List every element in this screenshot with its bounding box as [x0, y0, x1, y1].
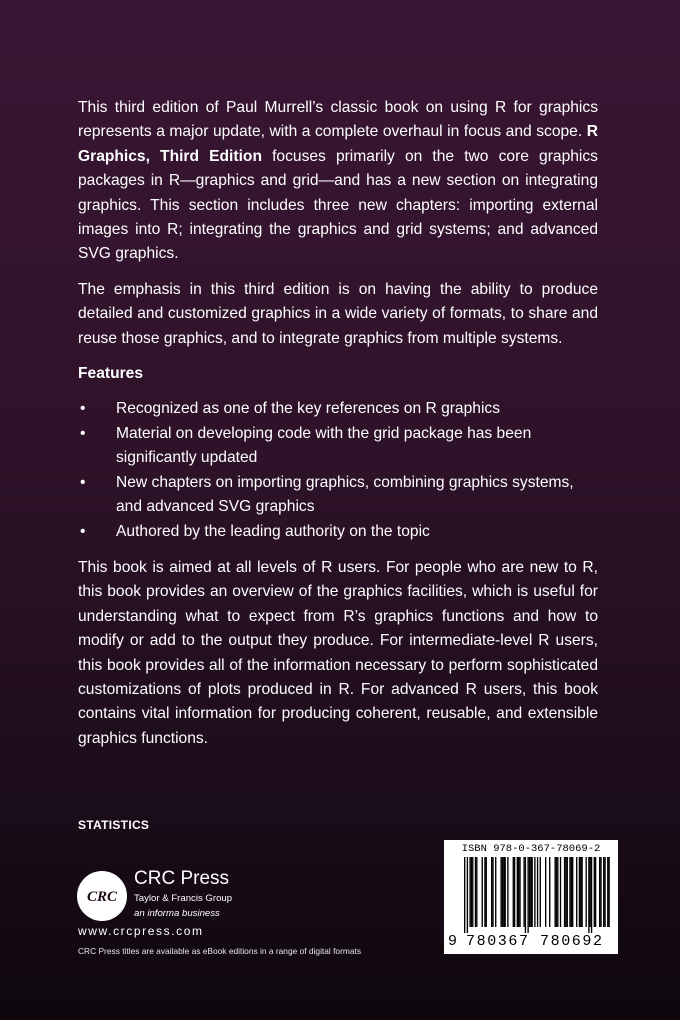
barcode-bar: [569, 857, 570, 927]
barcode-bar: [500, 857, 501, 927]
barcode-bar: [495, 857, 496, 927]
barcode-bar: [525, 857, 526, 933]
barcode-bar: [484, 857, 485, 927]
barcode-bar: [591, 857, 592, 933]
barcode-bar: [467, 857, 468, 933]
isbn-barcode: [444, 840, 618, 954]
barcode-bar: [594, 857, 595, 927]
barcode-bar: [523, 857, 524, 927]
barcode-bar: [464, 857, 465, 933]
publisher-url: www.crcpress.com: [78, 924, 204, 938]
subject-category: STATISTICS: [78, 818, 150, 832]
book-title-bold: R Graphics, Third Edition: [78, 123, 598, 165]
barcode-bar: [595, 857, 596, 927]
barcode-bar: [469, 857, 470, 927]
barcode-bar: [545, 857, 546, 927]
barcode-bar: [540, 857, 541, 927]
barcode-bar: [475, 857, 476, 927]
logo-text: CRC: [86, 889, 118, 905]
barcode-bar: [603, 857, 604, 927]
blurb-paragraph-1-rest: focuses primarily on the two core graphics packages in R—graphics and grid—and has a new section on integrating graphics. This section includes three new chapters: importing external images into R; integrating the graphics and grid systems; and advanced SVG graphics.: [78, 147, 598, 263]
barcode-bar: [590, 857, 591, 927]
barcode-bar: [572, 857, 573, 927]
barcode-bar: [507, 857, 508, 927]
barcode-bar: [588, 857, 589, 933]
barcode-bar: [560, 857, 561, 927]
barcode-bar: [604, 857, 605, 927]
barcode-bar: [599, 857, 600, 927]
feature-item: • Authored by the leading authority on the topic: [78, 520, 598, 544]
barcode-bar: [571, 857, 572, 927]
barcode-bar: [586, 857, 587, 927]
publisher-parent: an informa business: [134, 908, 220, 919]
crc-logo-icon: [76, 870, 128, 922]
barcode-bars: [452, 857, 610, 933]
barcode-bar: [517, 857, 518, 927]
barcode-bar: [519, 857, 520, 927]
feature-item: • Recognized as one of the key references on R graphics: [78, 397, 598, 421]
feature-item: • New chapters on importing graphics, combining graphics systems, and advanced SVG graphics: [78, 471, 598, 520]
barcode-bar: [600, 857, 601, 927]
barcode-bar: [567, 857, 568, 927]
barcode-bar: [502, 857, 503, 927]
barcode-bar: [472, 857, 473, 927]
blurb: [78, 96, 598, 762]
barcode-bar: [486, 857, 487, 927]
barcode-bar: [554, 857, 555, 927]
barcode-bar: [482, 857, 483, 927]
features-list: [78, 397, 598, 543]
barcode-leading-digit: 9: [448, 933, 458, 950]
barcode-left-digits: 780367: [466, 933, 530, 950]
publisher-name: CRC Press: [134, 868, 230, 889]
publisher-block: [76, 862, 296, 942]
barcode-bar: [534, 857, 535, 927]
barcode-bar: [564, 857, 565, 927]
barcode-bar: [556, 857, 557, 927]
barcode-bar: [518, 857, 519, 927]
barcode-bar: [532, 857, 533, 927]
barcode-bar: [565, 857, 566, 927]
barcode-bar: [492, 857, 493, 927]
publisher-group: Taylor & Francis Group: [134, 893, 233, 904]
barcode-bar: [513, 857, 514, 927]
barcode-bar: [537, 857, 538, 927]
blurb-paragraph-3: This book is aimed at all levels of R users. For people who are new to R, this book provides an overview of the graphics facilities, which is useful for understanding what to expect from R’s graphics functions and how to modify or add to the output they produce. For intermediate-level R users, this book provides all of the information necessary to perform sophisticated customizations of plots produced in R. For advanced R users, this book contains vital information for producing coherent, reusable, and extensible graphics functions.: [78, 558, 598, 747]
blurb-paragraph-2: The emphasis in this third edition is on having the ability to produce detailed and customized graphics in a wide variety of formats, to share and reuse those graphics, and to integrate graphics from multiple systems.: [78, 280, 598, 347]
features-heading: Features: [78, 365, 144, 383]
barcode-bar: [530, 857, 531, 927]
barcode-right-digits: 780692: [540, 933, 604, 950]
barcode-bar: [557, 857, 558, 927]
barcode-bar: [581, 857, 582, 927]
isbn-label: ISBN 978-0-367-78069-2: [461, 843, 601, 855]
barcode-bar: [576, 857, 577, 927]
barcode-bar: [505, 857, 506, 927]
blurb-intro-text: This third edition of Paul Murrell’s classic book on using R for graphics represents a major update, with a complete overhaul in focus and scope.: [78, 99, 598, 141]
barcode-bar: [608, 857, 609, 927]
barcode-bar: [580, 857, 581, 927]
barcode-bar: [579, 857, 580, 927]
barcode-bar: [527, 857, 528, 933]
ebook-footnote: CRC Press titles are available as eBook editions in a range of digital formats: [78, 946, 362, 956]
barcode-bar: [503, 857, 504, 927]
barcode-bar: [471, 857, 472, 927]
barcode-bar: [607, 857, 608, 927]
barcode-bar: [549, 857, 550, 927]
feature-item: • Material on developing code with the grid package has been significantly updated: [78, 422, 598, 471]
barcode-bar: [514, 857, 515, 927]
barcode-bar: [529, 857, 530, 927]
barcode-bar: [491, 857, 492, 927]
barcode-bar: [476, 857, 477, 927]
blurb-paragraph-1: [78, 96, 598, 267]
